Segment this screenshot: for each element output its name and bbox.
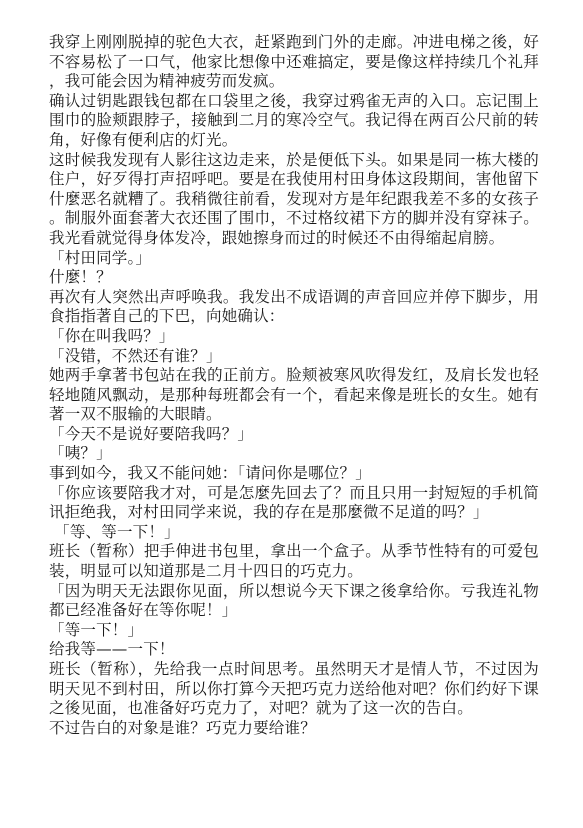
dialogue-line: 「今天不是说好要陪我吗？」: [49, 424, 254, 443]
dialogue-line: 「你应该要陪我才对，可是怎麼先回去了？而且只用一封短短的手机简讯拒绝我，对村田同学来说，我的存在是那麼微不足道的吗？」: [49, 483, 539, 522]
paragraph: 给我等——一下！: [49, 640, 175, 659]
dialogue-line: 「村田同学。」: [49, 248, 152, 267]
paragraph: 事到如今，我又不能问她：「请问你是哪位？」: [49, 464, 371, 483]
dialogue-line: 「等、等一下！」: [49, 522, 180, 541]
novel-text-body: [49, 33, 539, 738]
paragraph: 班长（暂称）把手伸进书包里，拿出一个盒子。从季节性特有的可爱包装，明显可以知道那是二月十四日的巧克力。: [49, 542, 539, 581]
paragraph: 不过告白的对象是谁？巧克力要给谁？: [49, 718, 316, 737]
paragraph: 班长（暂称），先给我一点时间思考。虽然明天才是情人节，不过因为明天见不到村田，所以你打算今天把巧克力送给他对吧？你们约好下课之後见面，也准备好巧克力了，对吧？就为了这一次的告白。: [49, 660, 539, 718]
dialogue-line: 「你在叫我吗？」: [49, 326, 175, 345]
paragraph: 我穿上刚刚脱掉的驼色大衣，赶紧跑到门外的走廊。冲进电梯之後，好不容易松了一口气，他家比想像中还难搞定，要是像这样持续几个礼拜，我可能会因为精神疲劳而发疯。: [49, 33, 539, 91]
paragraph: 确认过钥匙跟钱包都在口袋里之後，我穿过鸦雀无声的入口。忘记围上围巾的脸颊跟脖子，接触到二月的寒冷空气。我记得在两百公尺前的转角，好像有便利店的灯光。: [49, 91, 539, 149]
paragraph: 什麼！？: [49, 268, 112, 287]
dialogue-line: 「咦？」: [49, 444, 112, 463]
paragraph: 这时候我发现有人影往这边走来，於是便低下头。如果是同一栋大楼的住户，好歹得打声招呼吧。要是在我使用村田身体这段期间，害他留下什麼恶名就糟了。我稍微往前看，发现对方是年纪跟我差不多的女孩子。制服外面套著大衣还围了围巾，不过格纹裙下方的脚并没有穿袜子。我光看就觉得身体发冷，跟她擦身而过的时候还不由得缩起肩膀。: [49, 150, 539, 247]
paragraph: 再次有人突然出声呼唤我。我发出不成语调的声音回应并停下脚步，用食指指著自己的下巴，向她确认：: [49, 287, 539, 326]
paragraph: 她两手拿著书包站在我的正前方。脸颊被寒风吹得发红，及肩长发也轻轻地随风飘动，是那种每班都会有一个，看起来像是班长的女生。她有著一双不服输的大眼睛。: [49, 366, 539, 424]
dialogue-line: 「因为明天无法跟你见面，所以想说今天下课之後拿给你。亏我连礼物都已经准备好在等你呢！」: [49, 581, 539, 620]
dialogue-line: 「等一下！」: [49, 620, 144, 639]
dialogue-line: 「没错，不然还有谁？」: [49, 346, 222, 365]
